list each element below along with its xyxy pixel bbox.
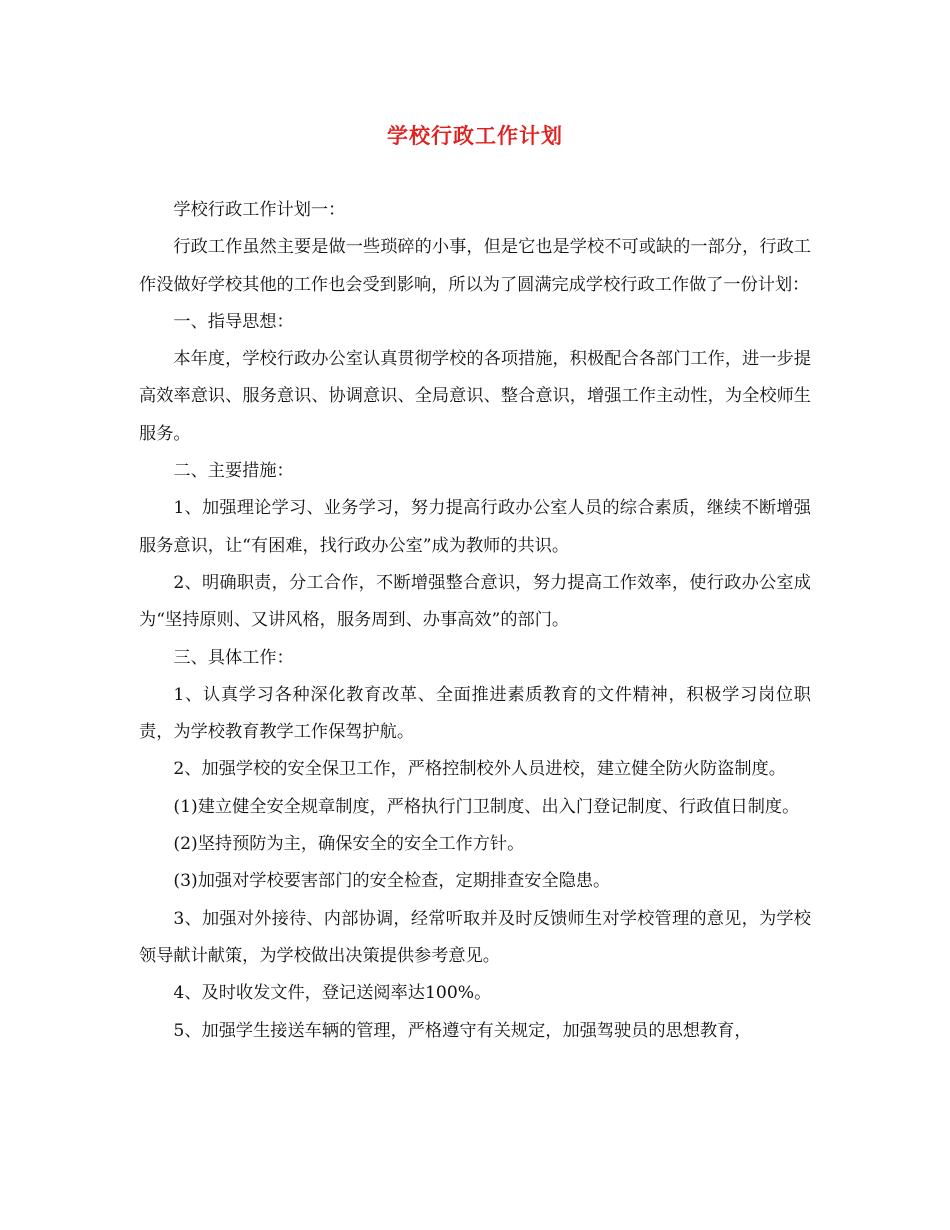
paragraph: (1)建立健全安全规章制度，严格执行门卫制度、出入门登记制度、行政值日制度。: [173, 796, 800, 817]
section-heading: 一、指导思想：: [173, 311, 294, 332]
paragraph: (3)加强对学校要害部门的安全检查，定期排查安全隐患。: [173, 871, 611, 892]
paragraph: 2、明确职责，分工合作，不断增强整合意识，努力提高工作效率，使行政办公室成为“坚持原则、又讲风格，服务周到、办事高效”的部门。: [139, 572, 811, 631]
paragraph: 3、加强对外接待、内部协调，经常听取并及时反馈师生对学校管理的意见，为学校领导献计献策，为学校做出决策提供参考意见。: [139, 908, 811, 966]
document-title: 学校行政工作计划: [387, 123, 563, 148]
paragraph: 5、加强学生接送车辆的管理，严格遵守有关规定，加强驾驶员的思想教育，: [173, 1020, 752, 1041]
paragraph: 1、加强理论学习、业务学习，努力提高行政办公室人员的综合素质，继续不断增强服务意识，让“有困难，找行政办公室”成为教师的共识。: [139, 498, 811, 556]
document-body: [139, 192, 811, 1050]
paragraph: 行政工作虽然主要是做一些琐碎的小事，但是它也是学校不可或缺的一部分，行政工作没做好学校其他的工作也会受到影响，所以为了圆满完成学校行政工作做了一份计划：: [139, 237, 811, 295]
paragraph: 1、认真学习各种深化教育改革、全面推进素质教育的文件精神，积极学习岗位职责，为学校教育教学工作保驾护航。: [139, 684, 811, 743]
paragraph: 本年度，学校行政办公室认真贯彻学校的各项措施，积极配合各部门工作，进一步提高效率意识、服务意识、协调意识、全局意识、整合意识，增强工作主动性，为全校师生服务。: [139, 349, 811, 444]
section-heading: 三、具体工作：: [173, 647, 294, 668]
paragraph: 2、加强学校的安全保卫工作，严格控制校外人员进校，建立健全防火防盗制度。: [173, 759, 786, 780]
paragraph-intro: 学校行政工作计划一：: [173, 200, 346, 220]
section-heading: 二、主要措施：: [173, 461, 294, 482]
paragraph: 4、及时收发文件，登记送阅率达100%。: [173, 983, 492, 1004]
paragraph: (2)坚持预防为主，确保安全的安全工作方针。: [173, 834, 525, 855]
